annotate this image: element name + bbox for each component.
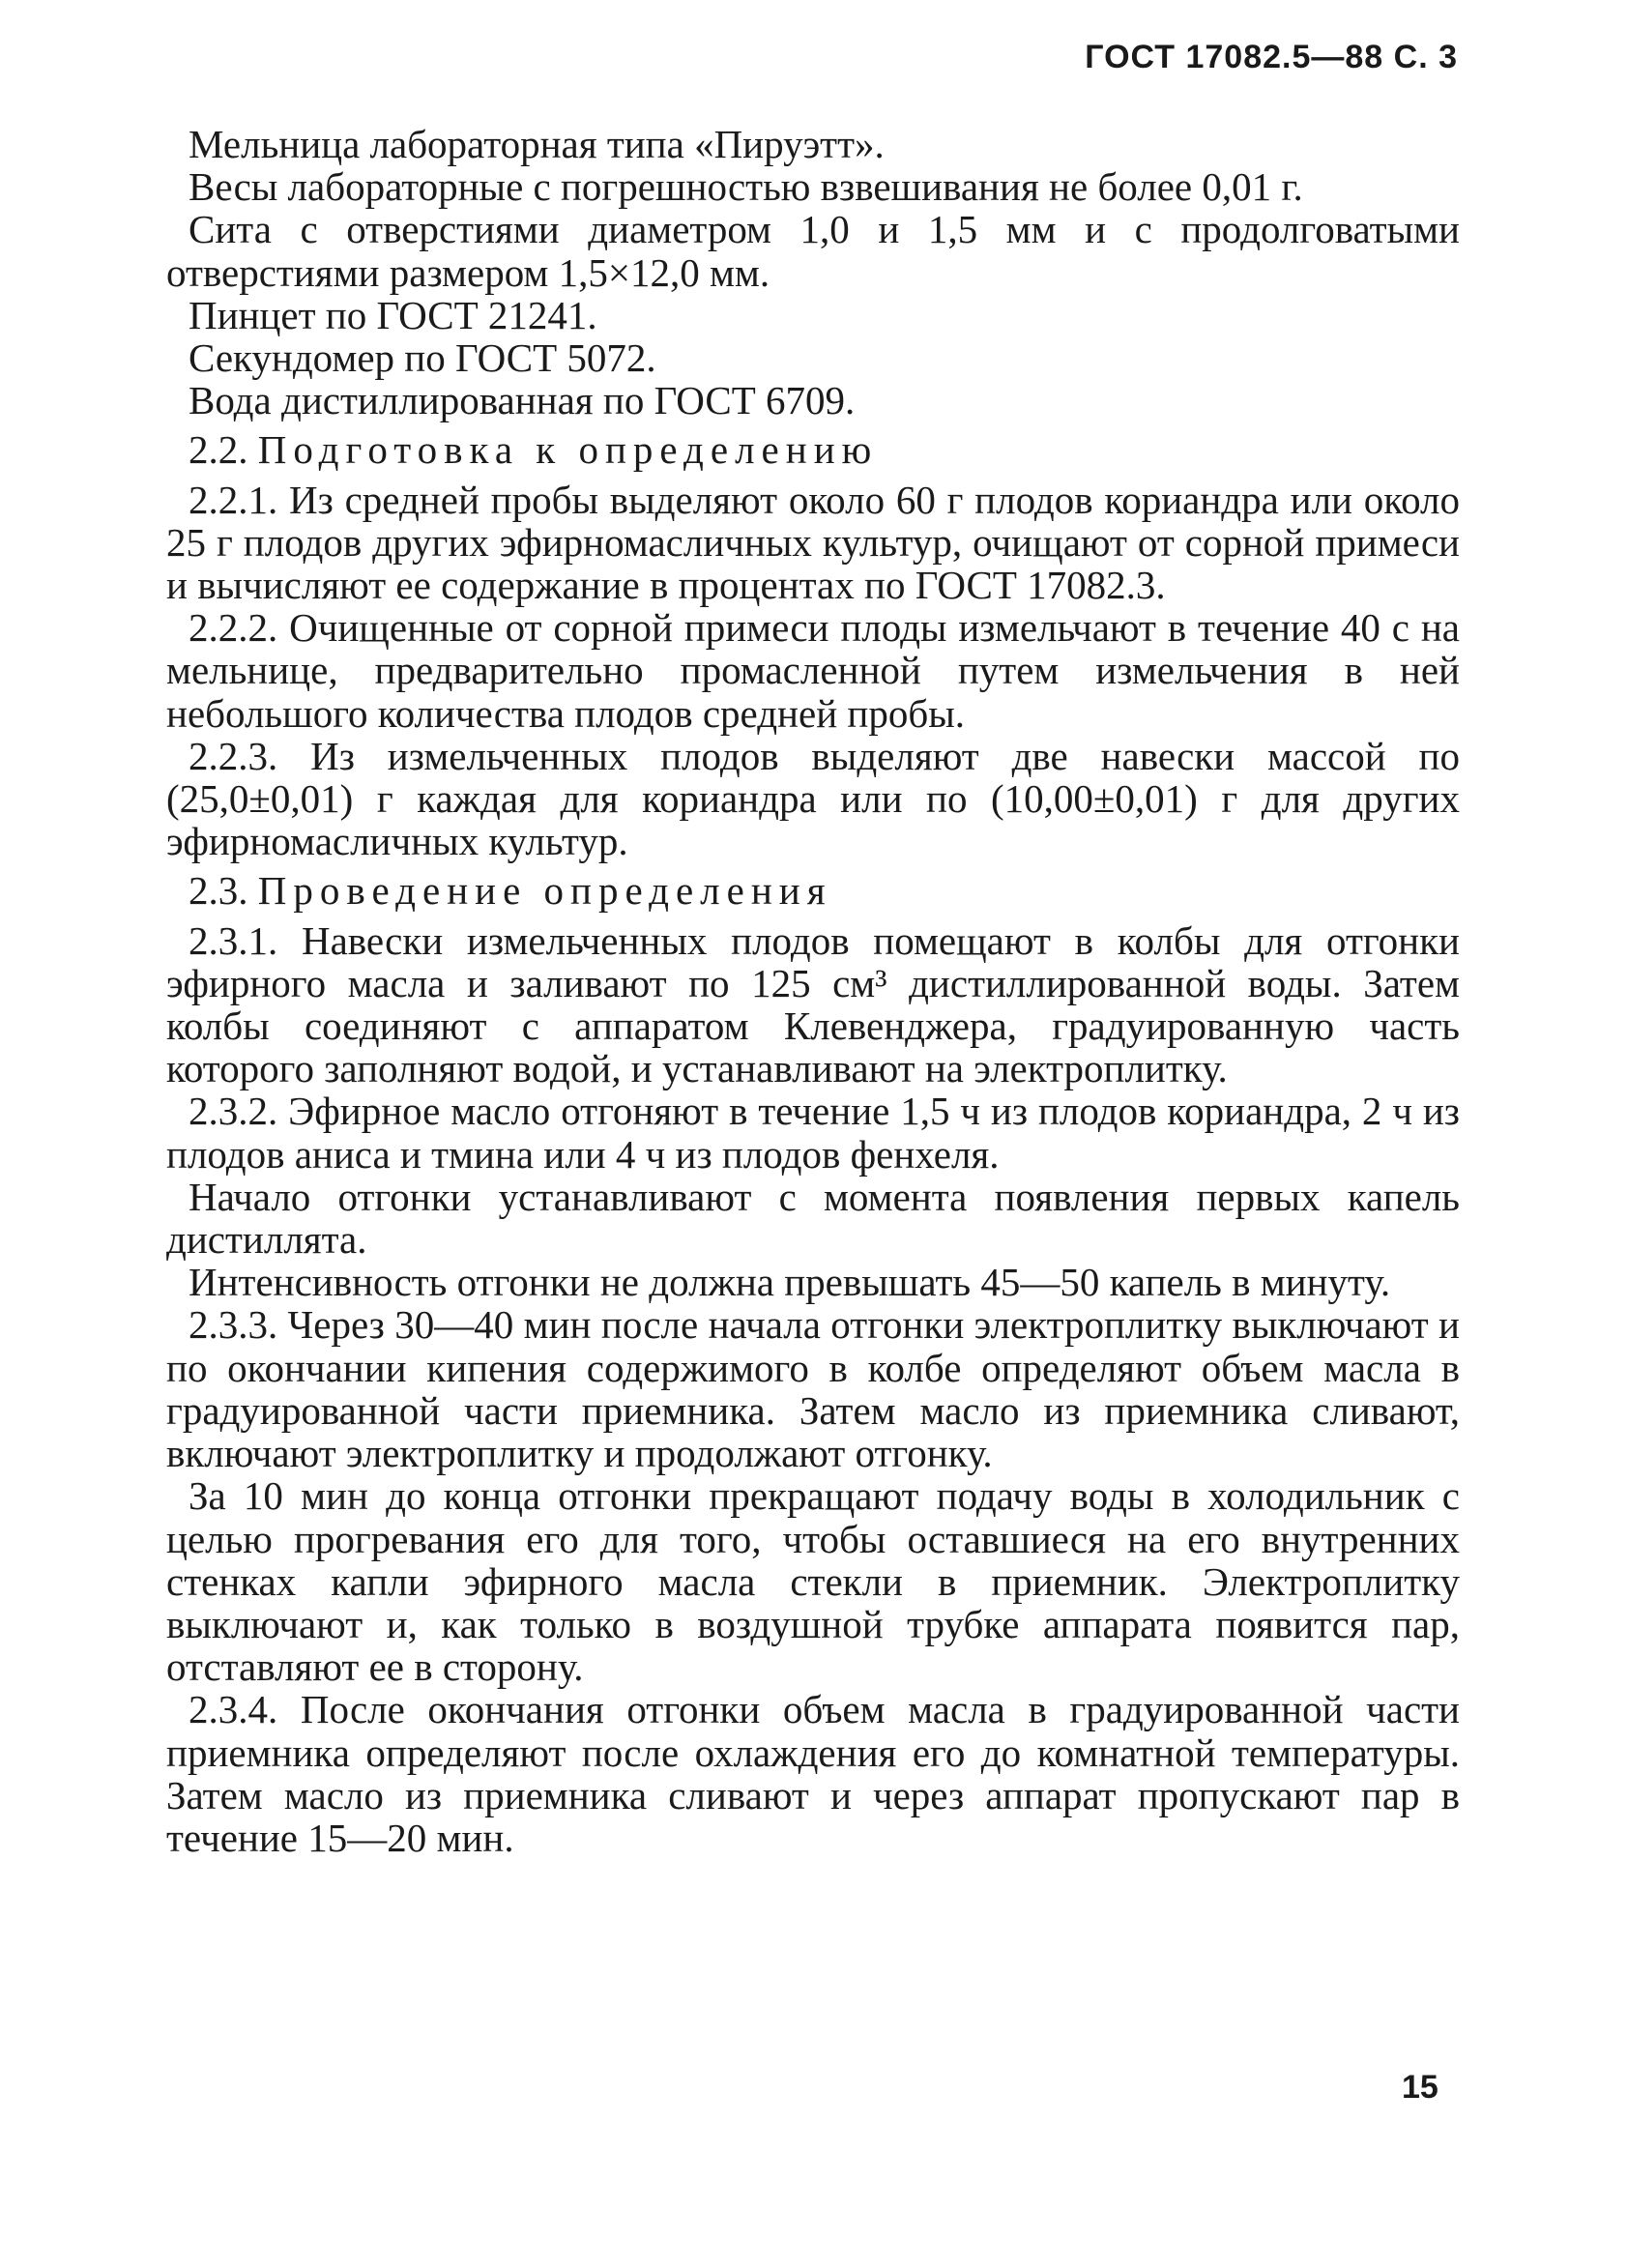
- paragraph: За 10 мин до конца отгонки прекращают подачу воды в холодильник с целью прогревания его для того, чтобы оставшиеся на его внутренних стенках капли эфирного масла стекли в приемник. Электроплитку выключают и, как только в воздушной трубке аппарата появится пар, отставляют ее в сторону.: [166, 1473, 1460, 1690]
- section-number: 2.3.: [189, 868, 248, 914]
- page-number: 15: [1402, 2069, 1438, 2106]
- equipment-item: Мельница лабораторная типа «Пируэтт».: [189, 122, 885, 166]
- section-title: Проведение определения: [257, 868, 832, 914]
- document-header: ГОСТ 17082.5—88 С. 3: [1085, 39, 1458, 75]
- section-heading-2-2: [166, 428, 1460, 471]
- equipment-item: Сита с отверстиями диаметром 1,0 и 1,5 мм и с продолговатыми отверстиями размером 1,5×12,0 мм.: [166, 207, 1460, 295]
- paragraph: 2.3.1. Навески измельченных плодов помещают в колбы для отгонки эфирного масла и заливают по 125 см³ дистиллированной воды. Затем колбы соединяют с аппаратом Клевенджера, градуированную часть которого заполняют водой, и устанавливают на электроплитку.: [166, 917, 1460, 1091]
- paragraph: 2.3.3. Через 30—40 мин после начала отгонки электроплитку выключают и по окончании кипения содержимого в колбе определяют объем масла в градуированной части приемника. Затем масло из приемника сливают, включают электроплитку и продолжают отгонку.: [166, 1302, 1460, 1476]
- section-title: Подготовка к определению: [257, 427, 879, 473]
- document-body: [166, 123, 1460, 1859]
- paragraph: 2.2.1. Из средней пробы выделяют около 60 г плодов кориандра или около 25 г плодов других эфирномасличных культур, очищают от сорной примеси и вычисляют ее содержание в процентах по ГОСТ 17082.3.: [166, 477, 1460, 608]
- paragraph: 2.2.3. Из измельченных плодов выделяют две навески массой по (25,0±0,01) г каждая для кориандра или по (10,00±0,01) г для других эфирномасличных культур.: [166, 733, 1460, 864]
- equipment-list: [166, 123, 1460, 422]
- equipment-item: Секундомер по ГОСТ 5072.: [189, 335, 656, 381]
- paragraph: 2.3.4. После окончания отгонки объем масла в градуированной части приемника определяют после охлаждения его до комнатной температуры. Затем масло из приемника сливают и через аппарат пропускают пар в течение 15—20 мин.: [166, 1687, 1460, 1860]
- paragraph: Интенсивность отгонки не должна превышать 45—50 капель в минуту.: [189, 1260, 1391, 1305]
- paragraph: 2.2.2. Очищенные от сорной примеси плоды измельчают в течение 40 с на мельнице, предварительно промасленной путем измельчения в ней небольшого количества плодов средней пробы.: [166, 605, 1460, 736]
- paragraph: 2.3.2. Эфирное масло отгоняют в течение 1,5 ч из плодов кориандра, 2 ч из плодов аниса и тмина или 4 ч из плодов фенхеля.: [166, 1089, 1460, 1177]
- equipment-item: Вода дистиллированная по ГОСТ 6709.: [189, 378, 856, 423]
- equipment-item: Весы лабораторные с погрешностью взвешивания не более 0,01 г.: [189, 164, 1303, 210]
- section-heading-2-3: [166, 869, 1460, 912]
- section-2-3-body: [166, 919, 1460, 1859]
- paragraph: Начало отгонки устанавливают с момента появления первых капель дистиллята.: [166, 1174, 1460, 1263]
- section-number: 2.2.: [189, 427, 248, 473]
- section-2-2-body: [166, 479, 1460, 863]
- equipment-item: Пинцет по ГОСТ 21241.: [189, 292, 597, 337]
